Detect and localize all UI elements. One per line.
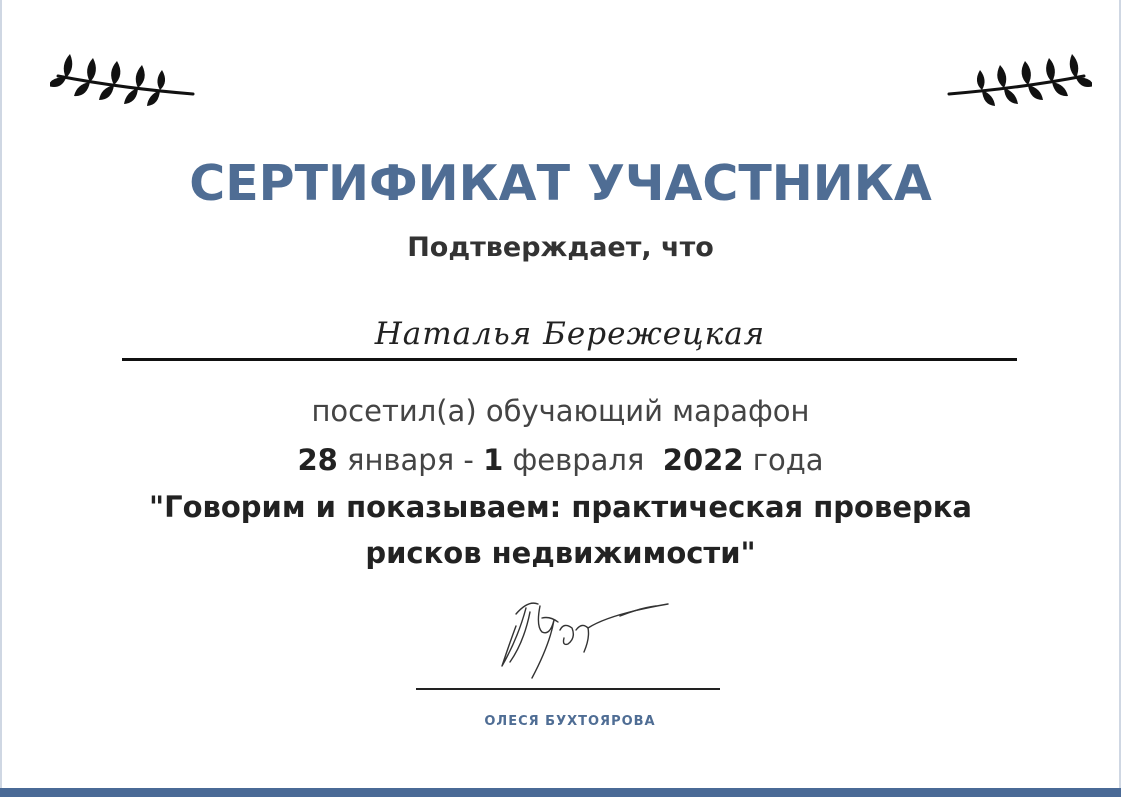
attended-text: посетил(а) обучающий марафон [311,394,810,428]
start-day: 28 [297,443,338,477]
program-title-line-1: "Говорим и показываем: практическая проверка [148,490,973,524]
program-title [0,484,1121,576]
confirms-text: Подтверждает, что [407,232,714,263]
laurel-left-icon [50,32,200,122]
name-underline [122,358,1017,361]
event-year: 2022 [662,443,744,477]
end-month: февраля [512,443,645,477]
start-month: января - [347,443,474,477]
signature-line [416,688,720,690]
recipient-name: Наталья Бережецкая [374,316,766,352]
year-word: года [752,443,824,477]
signer-name: ОЛЕСЯ БУХТОЯРОВА [484,714,656,729]
bottom-accent-bar [0,788,1121,797]
program-title-line-2: рисков недвижимости" [365,536,756,570]
event-dates [0,438,1121,482]
handwritten-signature [480,592,680,684]
laurel-right-icon [942,32,1092,122]
certificate-title: СЕРТИФИКАТ УЧАСТНИКА [189,155,932,212]
end-day: 1 [483,443,504,477]
